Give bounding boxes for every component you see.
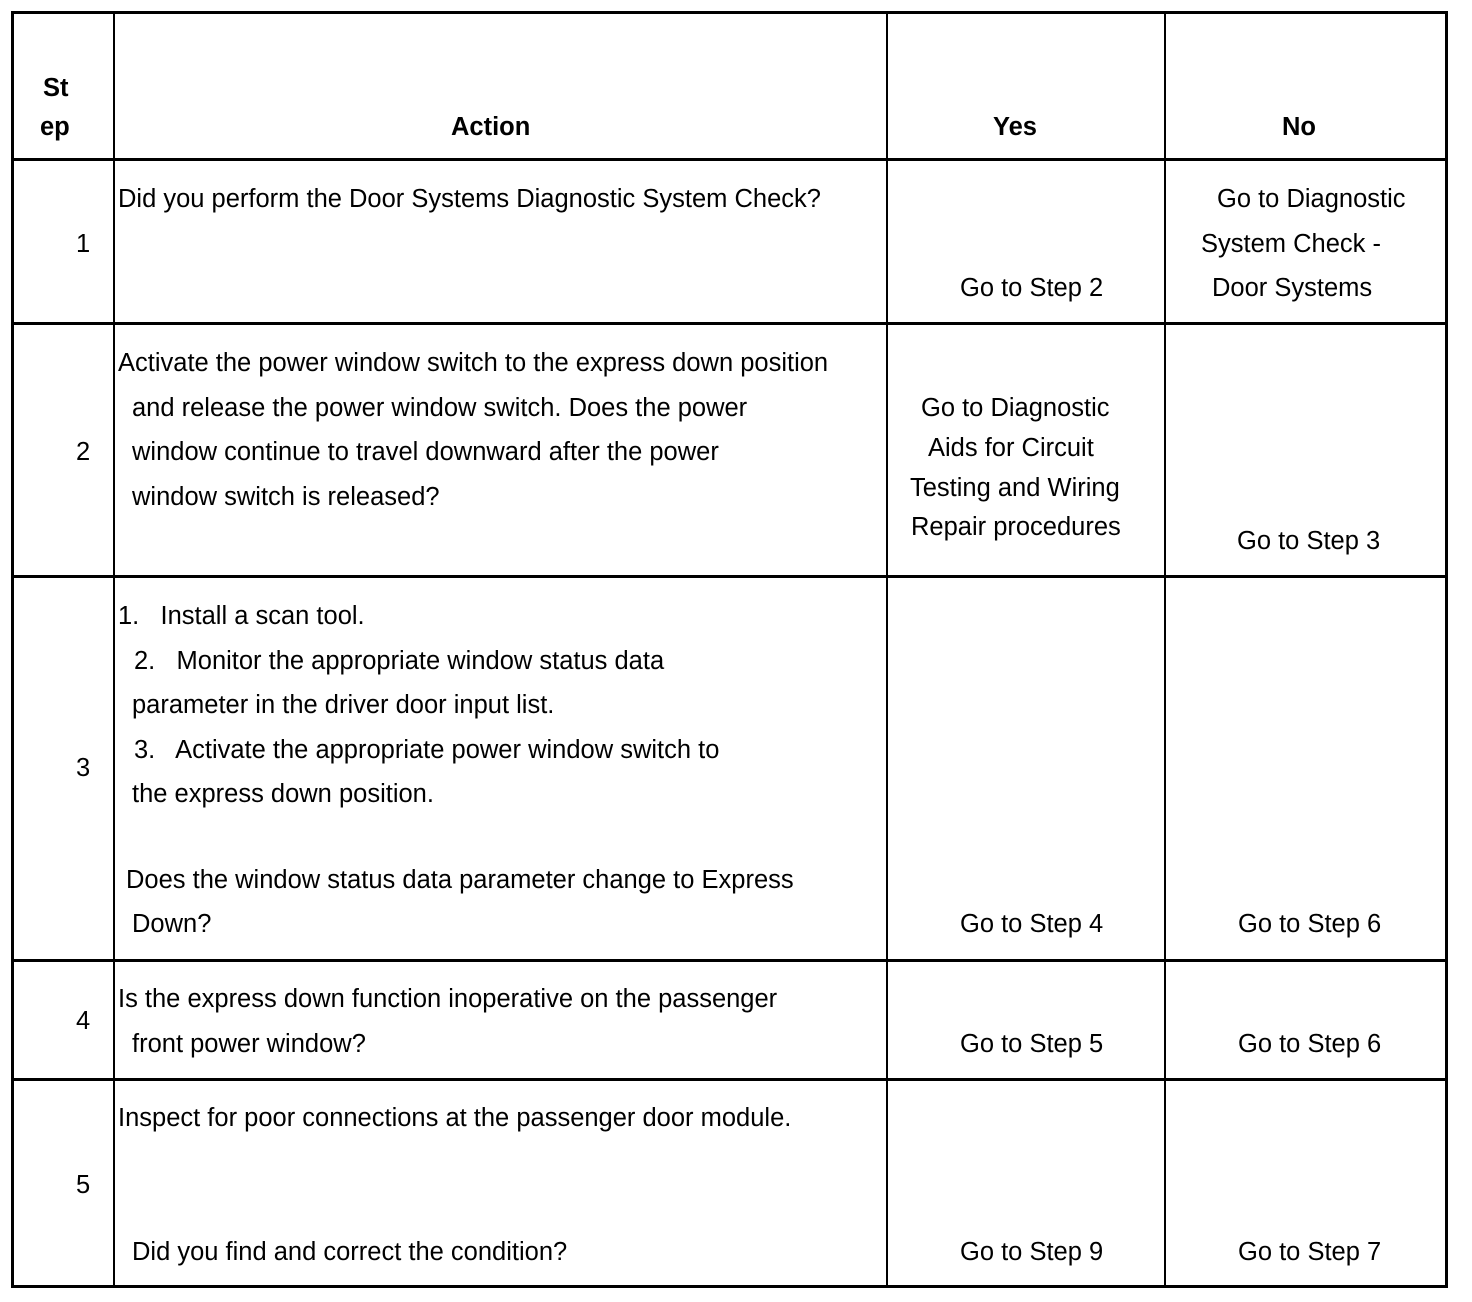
header-action: Action — [451, 113, 531, 141]
table-rule-bottom — [11, 1285, 1448, 1288]
table-rule-top — [11, 11, 1448, 14]
header-yes: Yes — [993, 113, 1037, 141]
row4-step: 4 — [76, 1007, 91, 1035]
table-rule-header — [11, 158, 1448, 161]
row1-action-line1: Did you perform the Door Systems Diagnostic System Check? — [118, 185, 821, 213]
table-rule-step-action — [113, 11, 115, 1288]
table-rule-right — [1445, 11, 1448, 1288]
row5-action-line2: Did you find and correct the condition? — [132, 1238, 568, 1266]
row3-action-line6: Does the window status data parameter change to Express — [126, 866, 794, 894]
row1-yes-line1: Go to Step 2 — [960, 274, 1104, 302]
table-rule-row4 — [11, 1078, 1448, 1081]
row1-no-line2: System Check - — [1201, 230, 1381, 258]
row1-no-line1: Go to Diagnostic — [1217, 185, 1406, 213]
row4-action-line1: Is the express down function inoperative on the passenger — [118, 985, 778, 1013]
row2-yes-line4: Repair procedures — [911, 513, 1121, 541]
table-rule-row3 — [11, 959, 1448, 962]
row3-action-line4: 3. Activate the appropriate power window switch to — [134, 736, 720, 764]
table-rule-row1 — [11, 322, 1448, 325]
row3-action-line3: parameter in the driver door input list. — [132, 691, 555, 719]
table-rule-yes-no — [1164, 11, 1166, 1288]
row5-step: 5 — [76, 1171, 91, 1199]
row2-action-line2: and release the power window switch. Does the power — [132, 394, 748, 422]
header-step-line1: St — [43, 74, 69, 102]
row3-action-line7: Down? — [132, 910, 212, 938]
row3-action-line1: 1. Install a scan tool. — [118, 602, 365, 630]
table-rule-row2 — [11, 575, 1448, 578]
row5-action-line1: Inspect for poor connections at the passenger door module. — [118, 1104, 792, 1132]
row4-no-line1: Go to Step 6 — [1238, 1030, 1382, 1058]
row3-action-line5: the express down position. — [132, 780, 434, 808]
row3-no-line1: Go to Step 6 — [1238, 910, 1382, 938]
header-step-line2: ep — [40, 113, 70, 141]
row2-yes-line1: Go to Diagnostic — [921, 394, 1110, 422]
row5-yes-line1: Go to Step 9 — [960, 1238, 1104, 1266]
row2-action-line1: Activate the power window switch to the express down position — [118, 349, 829, 377]
row2-step: 2 — [76, 438, 91, 466]
table-rule-left — [11, 11, 14, 1288]
row2-yes-line3: Testing and Wiring — [910, 474, 1120, 502]
header-no: No — [1282, 113, 1316, 141]
row4-yes-line1: Go to Step 5 — [960, 1030, 1104, 1058]
row3-step: 3 — [76, 754, 91, 782]
table-rule-action-yes — [886, 11, 888, 1288]
row3-yes-line1: Go to Step 4 — [960, 910, 1104, 938]
row1-step: 1 — [76, 230, 91, 258]
row4-action-line2: front power window? — [132, 1030, 366, 1058]
row2-action-line4: window switch is released? — [132, 483, 440, 511]
row2-action-line3: window continue to travel downward after the power — [132, 438, 719, 466]
row2-no-line1: Go to Step 3 — [1237, 527, 1381, 555]
row5-no-line1: Go to Step 7 — [1238, 1238, 1382, 1266]
row3-action-line2: 2. Monitor the appropriate window status data — [134, 647, 665, 675]
row2-yes-line2: Aids for Circuit — [928, 434, 1094, 462]
row1-no-line3: Door Systems — [1212, 274, 1373, 302]
